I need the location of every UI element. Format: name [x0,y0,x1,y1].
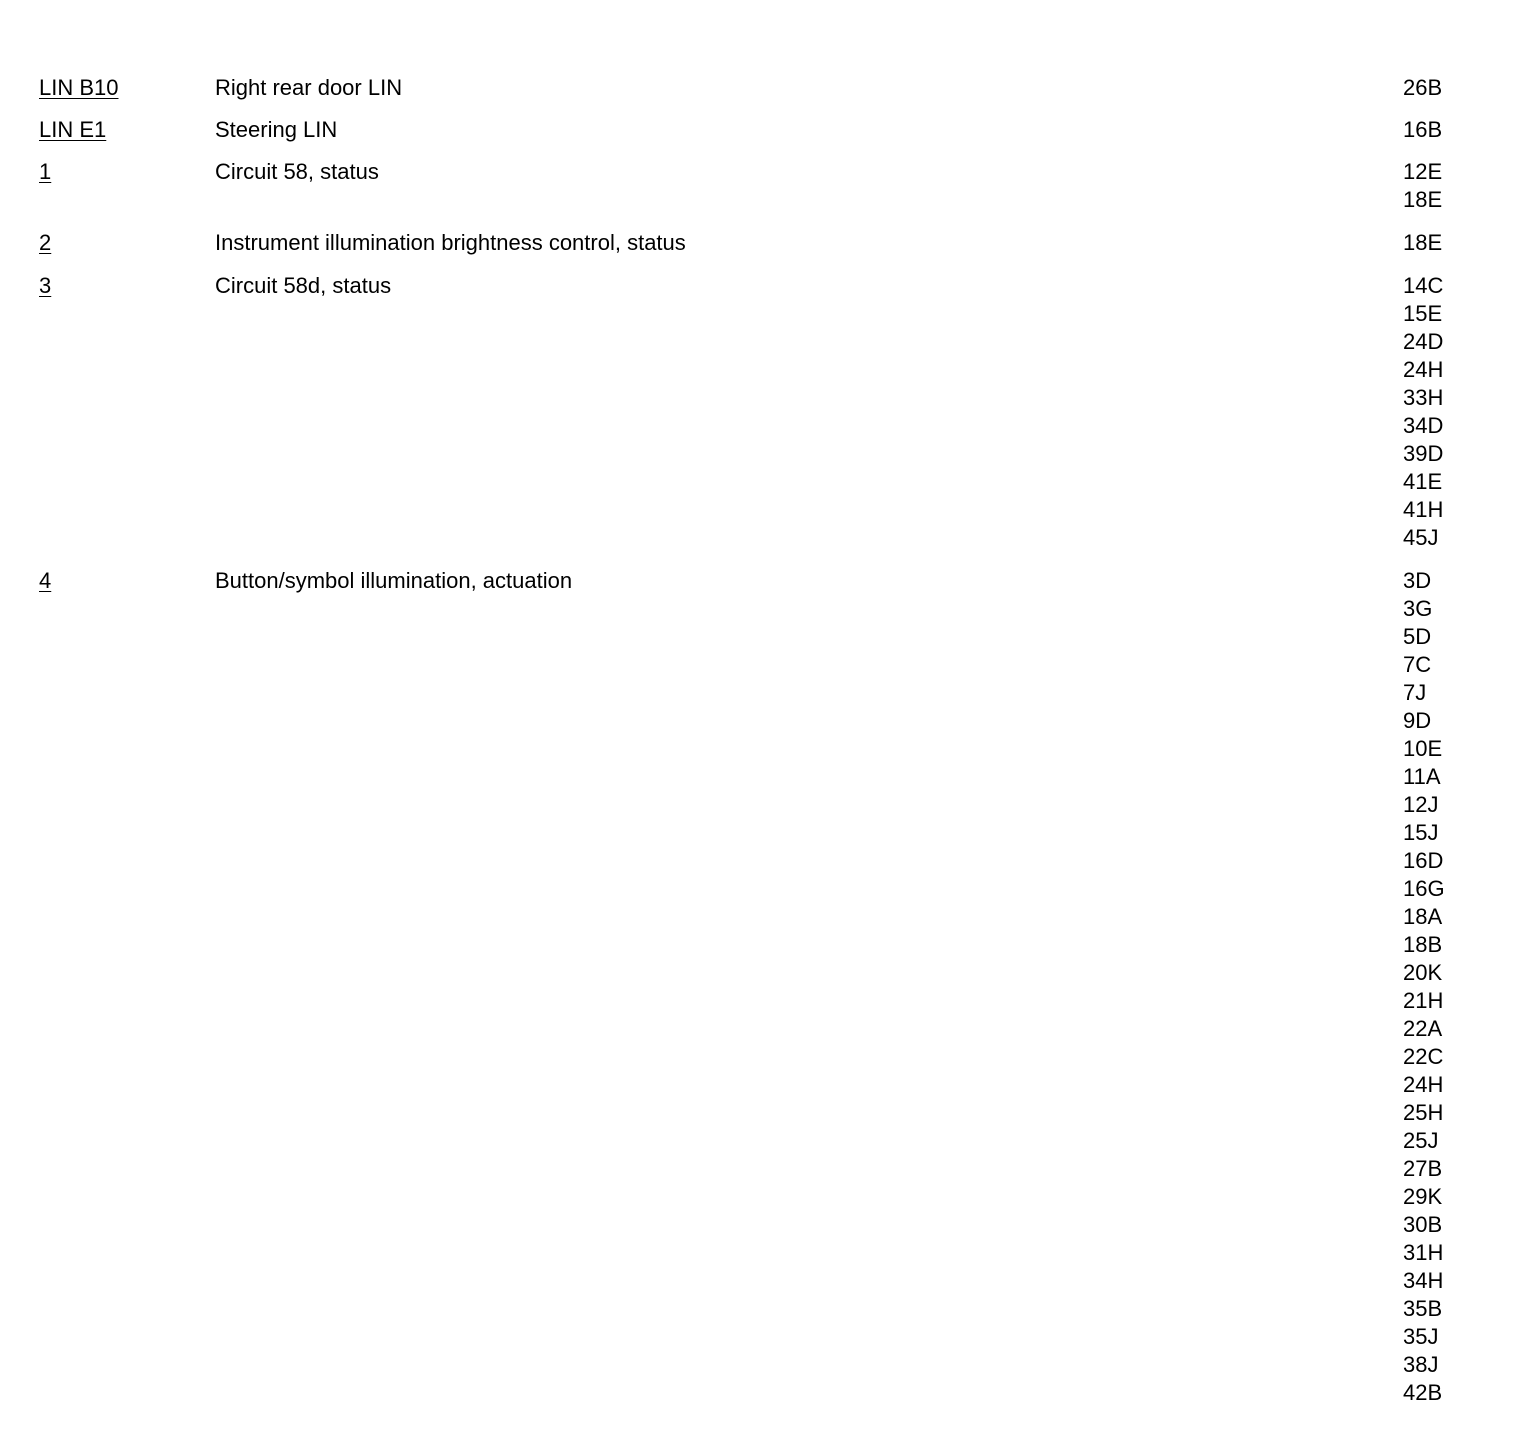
grid-reference: 3G [1403,596,1433,621]
grid-reference-list [1403,567,1503,1407]
grid-reference: 12J [1403,792,1439,817]
grid-reference: 16D [1403,848,1444,873]
grid-reference: 10E [1403,736,1443,761]
signal-code-link[interactable]: 3 [39,273,52,298]
list-item [0,158,1520,214]
list-item [0,74,1520,102]
grid-reference-list [1403,158,1503,214]
signal-index-list [0,74,1520,1421]
grid-reference: 41H [1403,497,1444,522]
grid-reference: 29K [1403,1184,1443,1209]
grid-reference: 35J [1403,1324,1439,1349]
grid-reference-list [1403,272,1503,552]
grid-reference-list [1403,74,1503,102]
grid-reference: 24H [1403,357,1444,382]
grid-reference: 15E [1403,301,1443,326]
grid-reference: 18A [1403,904,1443,929]
grid-reference: 38J [1403,1352,1439,1377]
grid-reference: 11A [1403,764,1441,789]
grid-reference: 24H [1403,1072,1444,1097]
signal-description: Circuit 58d, status [215,273,392,298]
grid-reference: 45J [1403,525,1439,550]
grid-reference: 5D [1403,624,1432,649]
grid-reference: 18E [1403,230,1443,255]
list-item [0,229,1520,257]
grid-reference: 7C [1403,652,1432,677]
grid-reference: 35B [1403,1296,1443,1321]
signal-description: Right rear door LIN [215,75,403,100]
grid-reference: 25H [1403,1100,1444,1125]
grid-reference: 25J [1403,1128,1439,1153]
grid-reference: 9D [1403,708,1432,733]
signal-description: Button/symbol illumination, actuation [215,568,573,593]
grid-reference: 42B [1403,1380,1443,1405]
signal-description: Steering LIN [215,117,338,142]
grid-reference: 41E [1403,469,1443,494]
grid-reference: 26B [1403,75,1443,100]
grid-reference: 22A [1403,1016,1443,1041]
grid-reference: 31H [1403,1240,1444,1265]
signal-code-link[interactable]: LIN E1 [39,117,107,142]
grid-reference: 27B [1403,1156,1443,1181]
grid-reference: 18E [1403,187,1443,212]
grid-reference: 7J [1403,680,1427,705]
grid-reference: 30B [1403,1212,1443,1237]
signal-description: Instrument illumination brightness control, status [215,230,686,255]
grid-reference: 34D [1403,413,1444,438]
grid-reference: 24D [1403,329,1444,354]
list-item [0,116,1520,144]
grid-reference-list [1403,116,1503,144]
grid-reference: 18B [1403,932,1443,957]
signal-code-link[interactable]: 2 [39,230,52,255]
grid-reference: 12E [1403,159,1443,184]
grid-reference: 14C [1403,273,1444,298]
signal-code-link[interactable]: LIN B10 [39,75,119,100]
grid-reference: 3D [1403,568,1432,593]
signal-description: Circuit 58, status [215,159,379,184]
grid-reference: 15J [1403,820,1439,845]
grid-reference: 39D [1403,441,1444,466]
grid-reference: 20K [1403,960,1443,985]
grid-reference: 22C [1403,1044,1444,1069]
grid-reference: 33H [1403,385,1444,410]
grid-reference: 16B [1403,117,1443,142]
list-item [0,567,1520,1407]
signal-code-link[interactable]: 1 [39,159,52,184]
grid-reference-list [1403,229,1503,257]
list-item [0,272,1520,552]
signal-code-link[interactable]: 4 [39,568,52,593]
grid-reference: 21H [1403,988,1444,1013]
grid-reference: 16G [1403,876,1445,901]
grid-reference: 34H [1403,1268,1444,1293]
